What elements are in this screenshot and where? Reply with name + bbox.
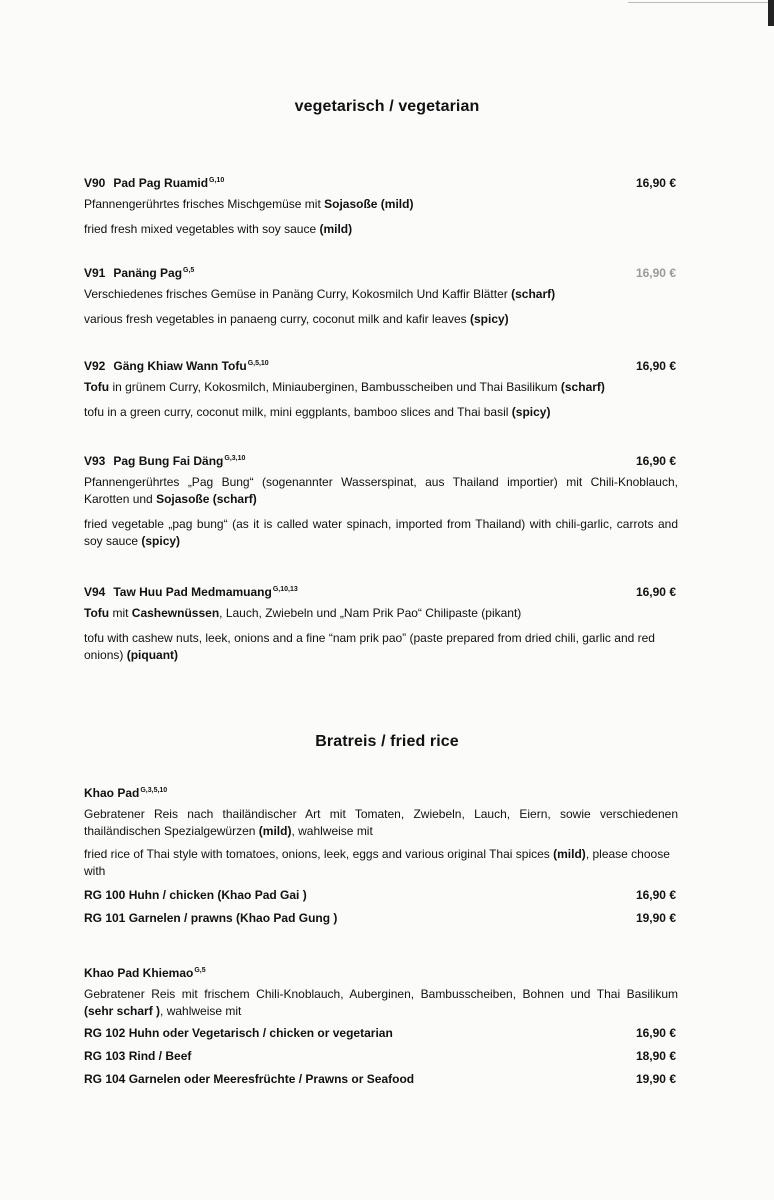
desc-bold: Sojasoße (scharf) (156, 492, 257, 506)
item-desc-de (84, 286, 678, 303)
item-code: V92 (84, 359, 106, 373)
item-desc-de (84, 986, 678, 1020)
item-heading (84, 266, 678, 284)
item-desc-en (84, 404, 678, 421)
item-desc-en (84, 516, 678, 550)
item-allergens: G,5 (183, 267, 195, 274)
item-desc-de (84, 379, 678, 396)
desc-text: fried vegetable „pag bung“ (as it is called water spinach, imported from Thailand) with chili-garlic, carrots and soy sauce (84, 517, 678, 548)
desc-bold: Cashewnüssen (131, 606, 220, 620)
item-desc-en (84, 846, 678, 880)
menu-item-v90 (84, 176, 678, 238)
desc-text: Pfannengerührtes frisches Mischgemüse mit (84, 197, 325, 211)
desc-bold: (mild) (553, 847, 586, 861)
item-code: V90 (84, 176, 106, 190)
desc-text: fried fresh mixed vegetables with soy sauce (84, 222, 320, 236)
item-price: 16,90 € (635, 454, 676, 468)
item-code: V94 (84, 585, 106, 599)
option-label: RG 100 Huhn / chicken (Khao Pad Gai ) (84, 888, 307, 902)
desc-text: Pfannengerührtes „Pag Bung“ (sogenannter Wasserspinat, aus Thailand importier) mit Chili-Knoblauch, Karotten und (84, 475, 678, 506)
desc-bold: (spicy) (141, 534, 181, 548)
option-row (84, 1022, 678, 1045)
item-heading (84, 176, 678, 194)
item-price: 16,90 € (635, 359, 676, 373)
option-price: 19,90 € (635, 911, 676, 925)
desc-text: , wahlweise mit (291, 824, 373, 838)
item-name: Khao Pad Khiemao (84, 966, 194, 980)
desc-bold: Sojasoße (mild) (324, 197, 414, 211)
item-price: 16,90 € (635, 585, 676, 599)
item-price: 16,90 € (635, 266, 676, 280)
option-row (84, 907, 678, 930)
item-code: V93 (84, 454, 106, 468)
menu-item-v93 (84, 454, 678, 550)
item-allergens: G,5,10 (247, 360, 269, 367)
desc-text: Gebratener Reis mit frischem Chili-Knoblauch, Auberginen, Bambusscheiben, Bohnen und Thai Basilikum (84, 987, 678, 1001)
desc-bold: (mild) (319, 222, 353, 236)
desc-bold: (sehr scharf ) (84, 1004, 161, 1018)
desc-text: tofu with cashew nuts, leek, onions and a fine “nam prik pao” (paste prepared from dried chili, garlic and red onions) (84, 631, 655, 662)
item-desc-de (84, 605, 678, 622)
option-row (84, 884, 678, 907)
section-title-vegetarian: vegetarisch / vegetarian (294, 98, 480, 115)
option-price: 16,90 € (635, 1026, 676, 1040)
menu-item-v94 (84, 585, 678, 664)
desc-bold: (mild) (258, 824, 292, 838)
item-name: Taw Huu Pad Medmamuang (113, 585, 272, 599)
option-label: RG 101 Garnelen / prawns (Khao Pad Gung ) (84, 911, 338, 925)
item-heading (84, 585, 678, 603)
item-desc-de (84, 806, 678, 840)
item-allergens: G,3,5,10 (140, 787, 168, 794)
item-allergens: G,10 (209, 177, 225, 184)
desc-bold: Tofu (84, 380, 110, 394)
item-desc-de (84, 474, 678, 508)
item-heading (84, 786, 678, 804)
item-code: V91 (84, 266, 106, 280)
item-allergens: G,10,13 (272, 586, 298, 593)
item-name: Pag Bung Fai Däng (113, 454, 224, 468)
desc-text: mit (109, 606, 132, 620)
section-title-fried-rice: Bratreis / fried rice (315, 733, 459, 750)
menu-item-v91 (84, 266, 678, 328)
menu-item-khao-pad-khiemao (84, 966, 678, 1091)
desc-text: Verschiedenes frisches Gemüse in Panäng Curry, Kokosmilch Und Kaffir Blätter (84, 287, 512, 301)
desc-bold: (scharf) (511, 287, 556, 301)
desc-text: , wahlweise mit (160, 1004, 242, 1018)
option-label: RG 104 Garnelen oder Meeresfrüchte / Prawns or Seafood (84, 1072, 415, 1086)
desc-text: various fresh vegetables in panaeng curry, coconut milk and kafir leaves (84, 312, 470, 326)
desc-text: in grünem Curry, Kokosmilch, Miniauberginen, Bambusscheiben und Thai Basilikum (109, 380, 561, 394)
desc-text: fried rice of Thai style with tomatoes, onions, leek, eggs and various original Thai spices (84, 847, 554, 861)
desc-text: , Lauch, Zwiebeln und „Nam Prik Pao“ Chilipaste (pikant) (219, 606, 522, 620)
menu-item-khao-pad (84, 786, 678, 930)
item-heading (84, 454, 678, 472)
item-heading (84, 966, 678, 984)
desc-text: , please choose with (84, 847, 670, 878)
desc-text: Gebratener Reis nach thailändischer Art mit Tomaten, Zwiebeln, Lauch, Eiern, sowie verschiedenen thailändischen Spezialgewürzen (84, 807, 678, 838)
item-name: Khao Pad (84, 786, 140, 800)
desc-bold: (spicy) (511, 405, 551, 419)
desc-bold: (piquant) (126, 648, 179, 662)
option-row (84, 1068, 678, 1091)
item-price: 16,90 € (635, 176, 676, 190)
item-allergens: G,5 (194, 967, 206, 974)
item-heading (84, 359, 678, 377)
desc-bold: (scharf) (560, 380, 605, 394)
item-desc-de (84, 196, 678, 213)
item-desc-en (84, 311, 678, 328)
item-name: Gäng Khiaw Wann Tofu (113, 359, 247, 373)
item-allergens: G,3,10 (224, 455, 246, 462)
menu-item-v92 (84, 359, 678, 421)
option-price: 19,90 € (635, 1072, 676, 1086)
desc-text: tofu in a green curry, coconut milk, mini eggplants, bamboo slices and Thai basil (84, 405, 512, 419)
option-label: RG 102 Huhn oder Vegetarisch / chicken or vegetarian (84, 1026, 393, 1040)
option-row (84, 1045, 678, 1068)
desc-bold: Tofu (84, 606, 110, 620)
item-name: Pad Pag Ruamid (113, 176, 209, 190)
option-label: RG 103 Rind / Beef (84, 1049, 192, 1063)
item-desc-en (84, 221, 678, 238)
item-name: Panäng Pag (113, 266, 183, 280)
option-price: 16,90 € (635, 888, 676, 902)
item-desc-en (84, 630, 678, 664)
option-price: 18,90 € (635, 1049, 676, 1063)
desc-bold: (spicy) (469, 312, 509, 326)
